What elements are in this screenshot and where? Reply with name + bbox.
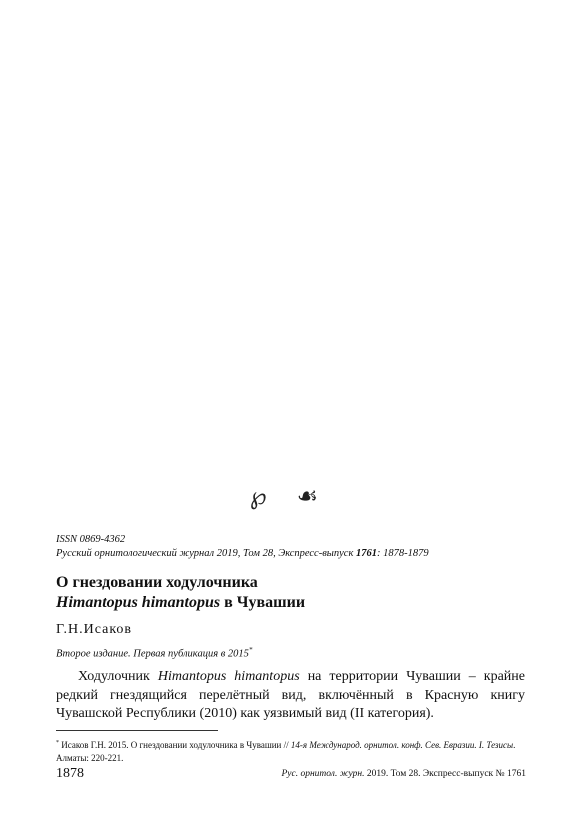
body-paragraph <box>56 668 525 724</box>
footnote-publisher: . Алматы: 220-221. <box>56 740 516 763</box>
journal-name: Русский орнитологический журнал 2019, Том 28, Экспресс-выпуск <box>56 548 356 559</box>
footnote <box>56 737 526 765</box>
body-text-rest: на территории Чувашии – крайне редкий гнездящийся перелётный вид, включённый в Красную книгу Чувашской Республики (2010) как уязвимый вид (II категория). <box>56 669 525 721</box>
footnote-mark: * <box>56 740 59 746</box>
footnote-divider <box>56 730 218 731</box>
body-species: Himantopus himantopus <box>157 669 300 684</box>
title-rest: в Чувашии <box>220 594 306 611</box>
page-number: 1878 <box>56 766 84 781</box>
footer-issue: 2019. Том 28. Экспресс-выпуск № 1761 <box>364 769 526 779</box>
journal-citation <box>56 548 429 559</box>
issn-line: ISSN 0869-4362 <box>56 534 126 545</box>
footnote-marker: * <box>248 646 253 654</box>
edition-text: Второе издание. Первая публикация в 2015 <box>56 648 249 660</box>
footnote-citation: Исаков Г.Н. 2015. О гнездовании ходулочника в Чувашии // <box>59 740 291 750</box>
journal-abbreviation: Рус. орнитол. журн. <box>281 769 365 779</box>
title-line-1: О гнездовании ходулочника <box>56 574 258 591</box>
author-name: Г.Н.Исаков <box>56 622 133 637</box>
ornament: ℘ ☙ <box>249 484 331 510</box>
body-text-start: Ходулочник <box>78 669 158 684</box>
article-title <box>56 573 305 613</box>
page-range: : 1878-1879 <box>377 548 429 559</box>
running-footer <box>281 769 526 779</box>
footnote-source: 14-я Международ. орнитол. конф. Сев. Евразии. I. Тезисы <box>290 740 514 750</box>
title-species: Himantopus himantopus <box>56 594 221 611</box>
issue-number: 1761 <box>356 548 377 559</box>
title-line-2 <box>56 593 305 613</box>
edition-note <box>56 646 252 660</box>
